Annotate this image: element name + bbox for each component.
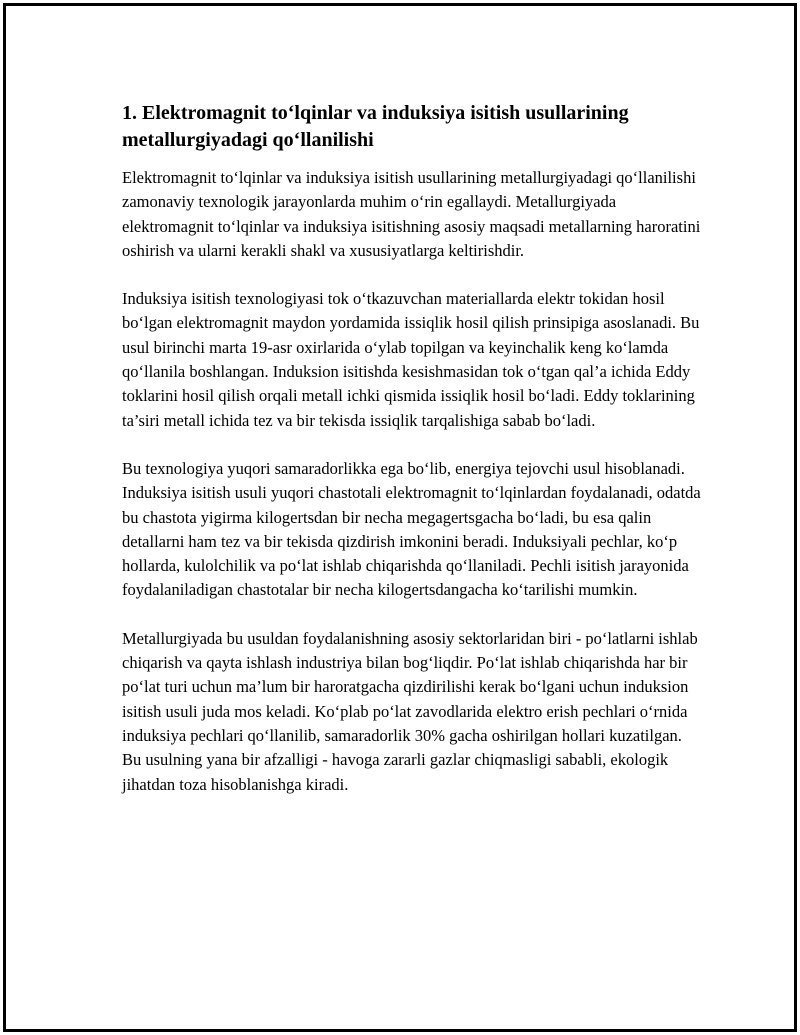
- paragraph-2: Induksiya isitish texnologiyasi tok o‘tkazuvchan materiallarda elektr tokidan hosil bo‘lgan elektromagnit maydon yordamida issiqlik hosil qilish prinsipiga asoslanadi. Bu usul birinchi marta 19-asr oxirlarida o‘ylab topilgan va keyinchalik keng ko‘lamda qo‘llanila boshlangan. Induksion isitishda kesishmasidan tok o‘tgan qal’a ichida Eddy toklarini hosil qilish orqali metall ichki qismida issiqlik hosil bo‘ladi. Eddy toklarining ta’siri metall ichida tez va bir tekisda issiqlik tarqalishiga sabab bo‘ladi.: [122, 289, 700, 430]
- paragraph-3: Bu texnologiya yuqori samaradorlikka ega bo‘lib, energiya tejovchi usul hisoblanadi. Induksiya isitish usuli yuqori chastotali elektromagnit to‘lqinlardan foydalanadi, odatda bu chastota yigirma kilogertsdan bir necha megagertsgacha bo‘ladi, bu esa qalin detallarni ham tez va bir tekisda qizdirish imkonini beradi. Induksiyali pechlar, ko‘p hollarda, kulolchilik va po‘lat ishlab chiqarishda qo‘llaniladi. Pechli isitish jarayonida foydalaniladigan chastotalar bir necha kilogertsdangacha ko‘tarilishi mumkin.: [122, 458, 701, 600]
- document-body: [122, 100, 702, 821]
- paragraph-4: Metallurgiyada bu usuldan foydalanishning asosiy sektorlaridan biri - po‘latlarni ishlab chiqarish va qayta ishlash industriya bilan bog‘liqdir. Po‘lat ishlab chiqarishda har bir po‘lat turi uchun ma’lum bir haroratgacha qizdirilishi kerak bo‘lgani uchun induksion isitish usuli juda mos keladi. Ko‘plab po‘lat zavodlarida elektro erish pechlari o‘rnida induksiya pechlari qo‘llanilib, samaradorlik 30% gacha oshirilgan hollari kuzatilgan. Bu usulning yana bir afzalligi - havoga zararli gazlar chiqmasligi sababli, ekologik jihatdan toza hisoblanishga kiradi.: [122, 628, 698, 794]
- page-frame: [3, 3, 797, 1032]
- document-title: 1. Elektromagnit to‘lqinlar va induksiya isitish usullarining metallurgiyadagi qo‘llanilishi: [122, 102, 629, 151]
- paragraph-1: Elektromagnit to‘lqinlar va induksiya isitish usullarining metallurgiyadagi qo‘llanilishi zamonaviy texnologik jarayonlarda muhim o‘rin egallaydi. Metallurgiyada elektromagnit to‘lqinlar va induksiya isitishning asosiy maqsadi metallarning haroratini oshirish va ularni kerakli shakl va xususiyatlarga keltirishdir.: [122, 168, 701, 260]
